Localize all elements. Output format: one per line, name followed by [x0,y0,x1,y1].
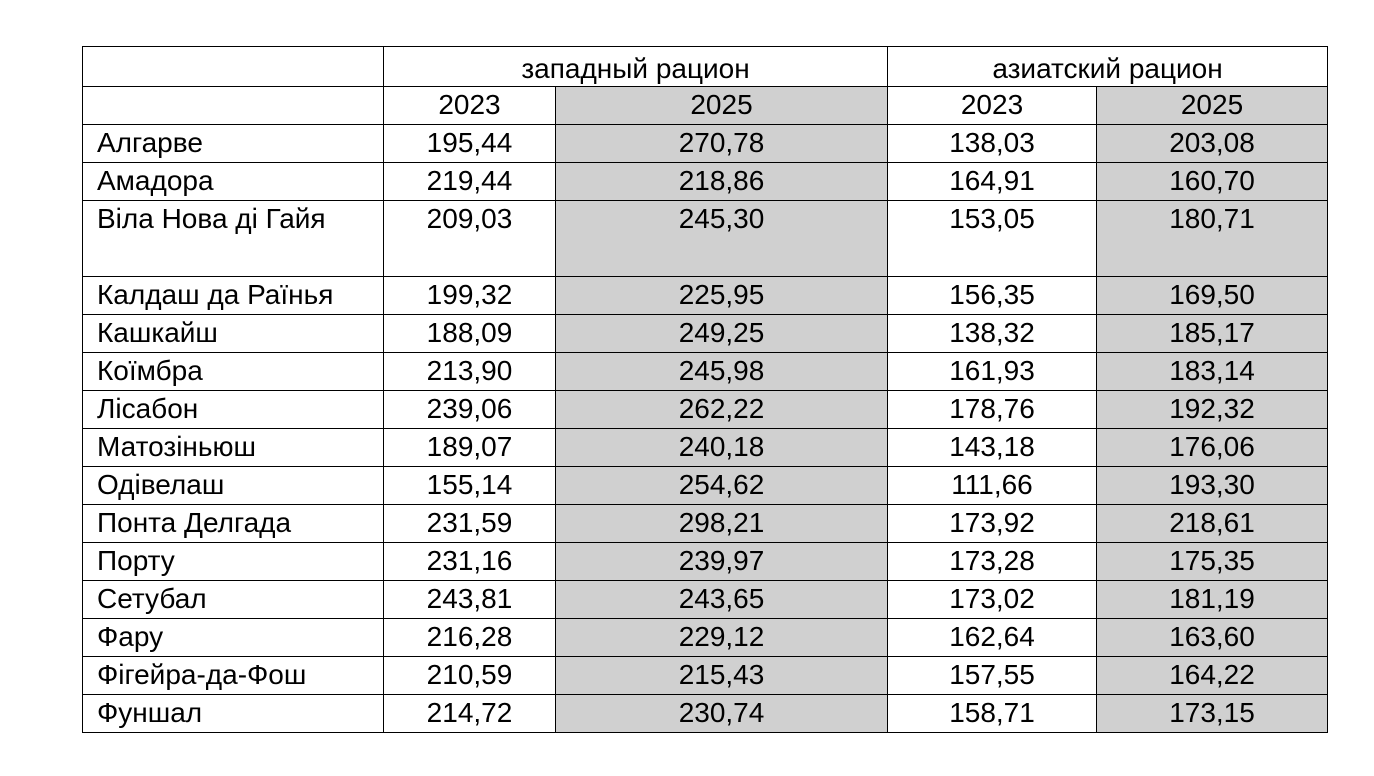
corner-cell [83,87,384,125]
row-label: Коїмбра [83,353,384,391]
value-cell: 155,14 [384,467,556,505]
value-cell: 195,44 [384,125,556,163]
value-cell: 239,97 [556,543,888,581]
year-header: 2023 [384,87,556,125]
value-cell: 209,03 [384,201,556,277]
data-table [82,46,1328,733]
value-cell: 219,44 [384,163,556,201]
value-cell: 193,30 [1097,467,1328,505]
row-label: Фуншал [83,695,384,733]
year-header: 2023 [888,87,1097,125]
table-body [83,47,1328,733]
value-cell: 176,06 [1097,429,1328,467]
value-cell: 243,65 [556,581,888,619]
row-label: Одівелаш [83,467,384,505]
value-cell: 173,15 [1097,695,1328,733]
value-cell: 143,18 [888,429,1097,467]
table-row [83,505,1328,543]
group-header-row [83,47,1328,87]
value-cell: 162,64 [888,619,1097,657]
value-cell: 218,86 [556,163,888,201]
row-label: Фігейра-да-Фош [83,657,384,695]
value-cell: 169,50 [1097,277,1328,315]
table-row [83,467,1328,505]
value-cell: 216,28 [384,619,556,657]
value-cell: 173,02 [888,581,1097,619]
value-cell: 160,70 [1097,163,1328,201]
value-cell: 213,90 [384,353,556,391]
year-header-row [83,87,1328,125]
table-row [83,391,1328,429]
value-cell: 231,16 [384,543,556,581]
year-header: 2025 [1097,87,1328,125]
value-cell: 183,14 [1097,353,1328,391]
row-label: Амадора [83,163,384,201]
table-row [83,353,1328,391]
row-label: Фару [83,619,384,657]
value-cell: 210,59 [384,657,556,695]
value-cell: 181,19 [1097,581,1328,619]
value-cell: 173,28 [888,543,1097,581]
value-cell: 158,71 [888,695,1097,733]
value-cell: 180,71 [1097,201,1328,277]
value-cell: 192,32 [1097,391,1328,429]
value-cell: 163,60 [1097,619,1328,657]
row-label: Понта Делгада [83,505,384,543]
value-cell: 214,72 [384,695,556,733]
value-cell: 161,93 [888,353,1097,391]
table-row [83,695,1328,733]
value-cell: 178,76 [888,391,1097,429]
value-cell: 245,30 [556,201,888,277]
row-label: Матозіньюш [83,429,384,467]
table-row [83,125,1328,163]
table-row [83,201,1328,277]
value-cell: 173,92 [888,505,1097,543]
row-label: Калдаш да Раїнья [83,277,384,315]
table-row [83,163,1328,201]
row-label: Алгарве [83,125,384,163]
table-row [83,581,1328,619]
value-cell: 245,98 [556,353,888,391]
value-cell: 185,17 [1097,315,1328,353]
value-cell: 230,74 [556,695,888,733]
row-label: Сетубал [83,581,384,619]
value-cell: 164,22 [1097,657,1328,695]
value-cell: 199,32 [384,277,556,315]
row-label: Лісабон [83,391,384,429]
corner-cell [83,47,384,87]
table-row [83,543,1328,581]
row-label: Віла Нова ді Гайя [83,201,384,277]
value-cell: 157,55 [888,657,1097,695]
table-row [83,315,1328,353]
value-cell: 138,03 [888,125,1097,163]
value-cell: 254,62 [556,467,888,505]
row-label: Кашкайш [83,315,384,353]
year-header: 2025 [556,87,888,125]
value-cell: 215,43 [556,657,888,695]
value-cell: 239,06 [384,391,556,429]
value-cell: 188,09 [384,315,556,353]
value-cell: 203,08 [1097,125,1328,163]
value-cell: 262,22 [556,391,888,429]
value-cell: 240,18 [556,429,888,467]
value-cell: 156,35 [888,277,1097,315]
value-cell: 189,07 [384,429,556,467]
value-cell: 231,59 [384,505,556,543]
table-row [83,619,1328,657]
value-cell: 138,32 [888,315,1097,353]
value-cell: 218,61 [1097,505,1328,543]
value-cell: 111,66 [888,467,1097,505]
value-cell: 298,21 [556,505,888,543]
value-cell: 249,25 [556,315,888,353]
table-row [83,277,1328,315]
table-row [83,657,1328,695]
group-header-asian: азиатский рацион [888,47,1328,87]
value-cell: 175,35 [1097,543,1328,581]
table-row [83,429,1328,467]
value-cell: 270,78 [556,125,888,163]
value-cell: 153,05 [888,201,1097,277]
row-label: Порту [83,543,384,581]
group-header-western: западный рацион [384,47,888,87]
value-cell: 164,91 [888,163,1097,201]
value-cell: 229,12 [556,619,888,657]
value-cell: 225,95 [556,277,888,315]
value-cell: 243,81 [384,581,556,619]
